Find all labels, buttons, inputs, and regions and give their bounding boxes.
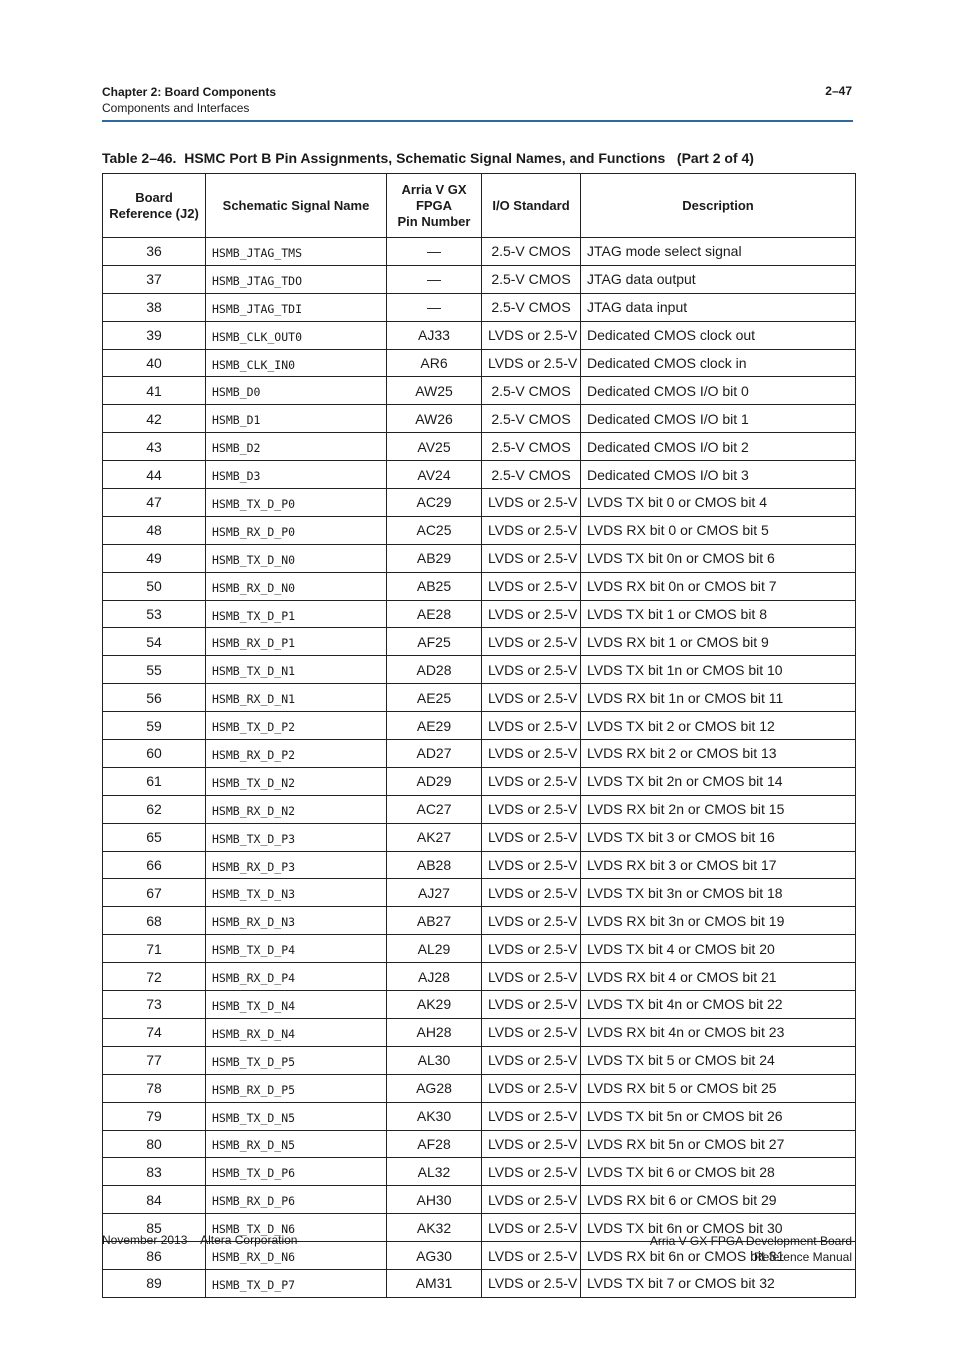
table-body bbox=[103, 238, 856, 1298]
signal-name-cell: HSMB_RX_D_P5 bbox=[206, 1074, 387, 1102]
description-cell: LVDS TX bit 6n or CMOS bit 30 bbox=[581, 1214, 856, 1242]
footer-company: Altera Corporation bbox=[200, 1233, 298, 1247]
signal-name-cell: HSMB_TX_D_N4 bbox=[206, 991, 387, 1019]
signal-name-cell: HSMB_D3 bbox=[206, 461, 387, 489]
description-cell: LVDS RX bit 1 or CMOS bit 9 bbox=[581, 628, 856, 656]
board-reference-cell: 65 bbox=[103, 823, 206, 851]
io-standard-cell: LVDS or 2.5-V bbox=[482, 516, 581, 544]
pin-number-cell: AK30 bbox=[387, 1102, 482, 1130]
description-cell: Dedicated CMOS I/O bit 2 bbox=[581, 433, 856, 461]
col-header-board-reference: Board Reference (J2) bbox=[103, 174, 206, 238]
table-row bbox=[103, 405, 856, 433]
board-reference-cell: 84 bbox=[103, 1186, 206, 1214]
signal-name-cell: HSMB_TX_D_P4 bbox=[206, 935, 387, 963]
pin-number-cell: — bbox=[387, 238, 482, 266]
signal-name-cell: HSMB_TX_D_N5 bbox=[206, 1102, 387, 1130]
io-standard-cell: LVDS or 2.5-V bbox=[482, 963, 581, 991]
signal-name-cell: HSMB_RX_D_N4 bbox=[206, 1018, 387, 1046]
description-cell: JTAG data output bbox=[581, 265, 856, 293]
description-cell: Dedicated CMOS clock in bbox=[581, 349, 856, 377]
description-cell: Dedicated CMOS I/O bit 3 bbox=[581, 461, 856, 489]
pin-number-cell: AE29 bbox=[387, 712, 482, 740]
signal-name-cell: HSMB_TX_D_N1 bbox=[206, 656, 387, 684]
io-standard-cell: LVDS or 2.5-V bbox=[482, 1130, 581, 1158]
io-standard-cell: 2.5-V CMOS bbox=[482, 293, 581, 321]
board-reference-cell: 68 bbox=[103, 907, 206, 935]
io-standard-cell: LVDS or 2.5-V bbox=[482, 349, 581, 377]
board-reference-cell: 61 bbox=[103, 767, 206, 795]
signal-name-cell: HSMB_JTAG_TDO bbox=[206, 265, 387, 293]
board-reference-cell: 83 bbox=[103, 1158, 206, 1186]
signal-name-cell: HSMB_JTAG_TDI bbox=[206, 293, 387, 321]
description-cell: LVDS RX bit 0n or CMOS bit 7 bbox=[581, 572, 856, 600]
col-header-signal-name: Schematic Signal Name bbox=[206, 174, 387, 238]
board-reference-cell: 56 bbox=[103, 684, 206, 712]
board-reference-cell: 59 bbox=[103, 712, 206, 740]
board-reference-cell: 78 bbox=[103, 1074, 206, 1102]
description-cell: LVDS TX bit 3 or CMOS bit 16 bbox=[581, 823, 856, 851]
io-standard-cell: LVDS or 2.5-V bbox=[482, 740, 581, 768]
description-cell: LVDS TX bit 2n or CMOS bit 14 bbox=[581, 767, 856, 795]
footer-date: November 2013 bbox=[102, 1233, 188, 1247]
pin-number-cell: AD27 bbox=[387, 740, 482, 768]
table-row bbox=[103, 1158, 856, 1186]
pin-number-cell: AK32 bbox=[387, 1214, 482, 1242]
col-header-pin-number: Arria V GX FPGA Pin Number bbox=[387, 174, 482, 238]
board-reference-cell: 72 bbox=[103, 963, 206, 991]
signal-name-cell: HSMB_TX_D_P1 bbox=[206, 600, 387, 628]
table-row bbox=[103, 238, 856, 266]
board-reference-cell: 47 bbox=[103, 489, 206, 517]
signal-name-cell: HSMB_RX_D_P2 bbox=[206, 740, 387, 768]
description-cell: LVDS TX bit 7 or CMOS bit 32 bbox=[581, 1269, 856, 1297]
pin-number-cell: AB27 bbox=[387, 907, 482, 935]
description-cell: LVDS TX bit 0 or CMOS bit 4 bbox=[581, 489, 856, 517]
signal-name-cell: HSMB_CLK_IN0 bbox=[206, 349, 387, 377]
board-reference-cell: 38 bbox=[103, 293, 206, 321]
signal-name-cell: HSMB_RX_D_N0 bbox=[206, 572, 387, 600]
pin-number-cell: AJ27 bbox=[387, 879, 482, 907]
pin-number-cell: AE25 bbox=[387, 684, 482, 712]
signal-name-cell: HSMB_TX_D_P7 bbox=[206, 1269, 387, 1297]
description-cell: LVDS TX bit 2 or CMOS bit 12 bbox=[581, 712, 856, 740]
board-reference-cell: 37 bbox=[103, 265, 206, 293]
board-reference-cell: 73 bbox=[103, 991, 206, 1019]
pin-number-cell: AR6 bbox=[387, 349, 482, 377]
table-row bbox=[103, 1074, 856, 1102]
description-cell: LVDS TX bit 5 or CMOS bit 24 bbox=[581, 1046, 856, 1074]
board-reference-cell: 71 bbox=[103, 935, 206, 963]
table-row bbox=[103, 377, 856, 405]
io-standard-cell: 2.5-V CMOS bbox=[482, 238, 581, 266]
table-row bbox=[103, 1018, 856, 1046]
signal-name-cell: HSMB_TX_D_P2 bbox=[206, 712, 387, 740]
io-standard-cell: LVDS or 2.5-V bbox=[482, 823, 581, 851]
pin-number-cell: AF28 bbox=[387, 1130, 482, 1158]
table-row bbox=[103, 991, 856, 1019]
table-row bbox=[103, 544, 856, 572]
section-title: Components and Interfaces bbox=[102, 101, 250, 115]
pin-assignment-table bbox=[102, 173, 856, 1298]
footer-doc-subtitle: Reference Manual bbox=[753, 1250, 852, 1264]
pin-number-cell: AJ33 bbox=[387, 321, 482, 349]
signal-name-cell: HSMB_RX_D_N6 bbox=[206, 1242, 387, 1270]
pin-number-cell: AL30 bbox=[387, 1046, 482, 1074]
page-number: 2–47 bbox=[825, 84, 852, 98]
footer-right bbox=[650, 1233, 852, 1265]
signal-name-cell: HSMB_RX_D_P4 bbox=[206, 963, 387, 991]
signal-name-cell: HSMB_RX_D_P6 bbox=[206, 1186, 387, 1214]
table-row bbox=[103, 265, 856, 293]
pin-number-cell: AL32 bbox=[387, 1158, 482, 1186]
board-reference-cell: 40 bbox=[103, 349, 206, 377]
description-cell: Dedicated CMOS clock out bbox=[581, 321, 856, 349]
table-row bbox=[103, 935, 856, 963]
signal-name-cell: HSMB_RX_D_N2 bbox=[206, 795, 387, 823]
description-cell: JTAG data input bbox=[581, 293, 856, 321]
table-row bbox=[103, 321, 856, 349]
description-cell: LVDS TX bit 1 or CMOS bit 8 bbox=[581, 600, 856, 628]
board-reference-cell: 66 bbox=[103, 851, 206, 879]
footer-left bbox=[102, 1233, 297, 1247]
board-reference-cell: 74 bbox=[103, 1018, 206, 1046]
board-reference-cell: 48 bbox=[103, 516, 206, 544]
io-standard-cell: LVDS or 2.5-V bbox=[482, 628, 581, 656]
signal-name-cell: HSMB_TX_D_N6 bbox=[206, 1214, 387, 1242]
description-cell: Dedicated CMOS I/O bit 0 bbox=[581, 377, 856, 405]
signal-name-cell: HSMB_CLK_OUT0 bbox=[206, 321, 387, 349]
board-reference-cell: 80 bbox=[103, 1130, 206, 1158]
board-reference-cell: 86 bbox=[103, 1242, 206, 1270]
board-reference-cell: 36 bbox=[103, 238, 206, 266]
io-standard-cell: LVDS or 2.5-V bbox=[482, 1102, 581, 1130]
signal-name-cell: HSMB_RX_D_P0 bbox=[206, 516, 387, 544]
signal-name-cell: HSMB_RX_D_P1 bbox=[206, 628, 387, 656]
description-cell: LVDS RX bit 5n or CMOS bit 27 bbox=[581, 1130, 856, 1158]
table-row bbox=[103, 879, 856, 907]
signal-name-cell: HSMB_JTAG_TMS bbox=[206, 238, 387, 266]
description-cell: LVDS RX bit 4n or CMOS bit 23 bbox=[581, 1018, 856, 1046]
signal-name-cell: HSMB_TX_D_N0 bbox=[206, 544, 387, 572]
io-standard-cell: LVDS or 2.5-V bbox=[482, 1242, 581, 1270]
io-standard-cell: LVDS or 2.5-V bbox=[482, 907, 581, 935]
table-row bbox=[103, 823, 856, 851]
pin-number-cell: AK27 bbox=[387, 823, 482, 851]
table-row bbox=[103, 684, 856, 712]
io-standard-cell: LVDS or 2.5-V bbox=[482, 1269, 581, 1297]
table-row bbox=[103, 349, 856, 377]
signal-name-cell: HSMB_D2 bbox=[206, 433, 387, 461]
signal-name-cell: HSMB_RX_D_N5 bbox=[206, 1130, 387, 1158]
pin-number-cell: AL29 bbox=[387, 935, 482, 963]
table-header-row bbox=[103, 174, 856, 238]
io-standard-cell: 2.5-V CMOS bbox=[482, 405, 581, 433]
description-cell: LVDS TX bit 5n or CMOS bit 26 bbox=[581, 1102, 856, 1130]
pin-number-cell: — bbox=[387, 293, 482, 321]
table-row bbox=[103, 628, 856, 656]
description-cell: LVDS RX bit 2 or CMOS bit 13 bbox=[581, 740, 856, 768]
table-row bbox=[103, 600, 856, 628]
header-rule bbox=[102, 120, 853, 122]
signal-name-cell: HSMB_TX_D_N3 bbox=[206, 879, 387, 907]
signal-name-cell: HSMB_RX_D_P3 bbox=[206, 851, 387, 879]
description-cell: LVDS TX bit 1n or CMOS bit 10 bbox=[581, 656, 856, 684]
board-reference-cell: 89 bbox=[103, 1269, 206, 1297]
io-standard-cell: LVDS or 2.5-V bbox=[482, 684, 581, 712]
description-cell: LVDS RX bit 6n or CMOS bit 31 bbox=[581, 1242, 856, 1270]
table-row bbox=[103, 1102, 856, 1130]
io-standard-cell: LVDS or 2.5-V bbox=[482, 767, 581, 795]
board-reference-cell: 85 bbox=[103, 1214, 206, 1242]
board-reference-cell: 54 bbox=[103, 628, 206, 656]
pin-number-cell: — bbox=[387, 265, 482, 293]
table-row bbox=[103, 489, 856, 517]
description-cell: LVDS TX bit 6 or CMOS bit 28 bbox=[581, 1158, 856, 1186]
description-cell: LVDS RX bit 2n or CMOS bit 15 bbox=[581, 795, 856, 823]
pin-number-cell: AB28 bbox=[387, 851, 482, 879]
io-standard-cell: LVDS or 2.5-V bbox=[482, 879, 581, 907]
board-reference-cell: 62 bbox=[103, 795, 206, 823]
board-reference-cell: 55 bbox=[103, 656, 206, 684]
description-cell: LVDS RX bit 0 or CMOS bit 5 bbox=[581, 516, 856, 544]
board-reference-cell: 42 bbox=[103, 405, 206, 433]
table-row bbox=[103, 1130, 856, 1158]
description-cell: JTAG mode select signal bbox=[581, 238, 856, 266]
io-standard-cell: LVDS or 2.5-V bbox=[482, 1186, 581, 1214]
pin-number-cell: AD28 bbox=[387, 656, 482, 684]
io-standard-cell: LVDS or 2.5-V bbox=[482, 1018, 581, 1046]
chapter-title: Chapter 2: Board Components bbox=[102, 85, 277, 99]
board-reference-cell: 49 bbox=[103, 544, 206, 572]
signal-name-cell: HSMB_TX_D_P3 bbox=[206, 823, 387, 851]
io-standard-cell: 2.5-V CMOS bbox=[482, 265, 581, 293]
table-row bbox=[103, 851, 856, 879]
signal-name-cell: HSMB_TX_D_P0 bbox=[206, 489, 387, 517]
board-reference-cell: 50 bbox=[103, 572, 206, 600]
pin-number-cell: AD29 bbox=[387, 767, 482, 795]
pin-number-cell: AB29 bbox=[387, 544, 482, 572]
io-standard-cell: LVDS or 2.5-V bbox=[482, 572, 581, 600]
io-standard-cell: LVDS or 2.5-V bbox=[482, 712, 581, 740]
description-cell: LVDS RX bit 6 or CMOS bit 29 bbox=[581, 1186, 856, 1214]
table-row bbox=[103, 461, 856, 489]
pin-number-cell: AG30 bbox=[387, 1242, 482, 1270]
signal-name-cell: HSMB_RX_D_N1 bbox=[206, 684, 387, 712]
col-header-description: Description bbox=[581, 174, 856, 238]
signal-name-cell: HSMB_D0 bbox=[206, 377, 387, 405]
io-standard-cell: LVDS or 2.5-V bbox=[482, 1214, 581, 1242]
pin-number-cell: AF25 bbox=[387, 628, 482, 656]
board-reference-cell: 44 bbox=[103, 461, 206, 489]
pin-number-cell: AC29 bbox=[387, 489, 482, 517]
io-standard-cell: LVDS or 2.5-V bbox=[482, 544, 581, 572]
io-standard-cell: LVDS or 2.5-V bbox=[482, 600, 581, 628]
board-reference-cell: 39 bbox=[103, 321, 206, 349]
table-row bbox=[103, 433, 856, 461]
io-standard-cell: LVDS or 2.5-V bbox=[482, 935, 581, 963]
io-standard-cell: LVDS or 2.5-V bbox=[482, 1158, 581, 1186]
running-header bbox=[102, 84, 276, 116]
table-row bbox=[103, 963, 856, 991]
description-cell: LVDS TX bit 4 or CMOS bit 20 bbox=[581, 935, 856, 963]
table-row bbox=[103, 712, 856, 740]
board-reference-cell: 77 bbox=[103, 1046, 206, 1074]
pin-number-cell: AC25 bbox=[387, 516, 482, 544]
pin-number-cell: AB25 bbox=[387, 572, 482, 600]
table-row bbox=[103, 656, 856, 684]
io-standard-cell: LVDS or 2.5-V bbox=[482, 795, 581, 823]
io-standard-cell: LVDS or 2.5-V bbox=[482, 656, 581, 684]
board-reference-cell: 67 bbox=[103, 879, 206, 907]
signal-name-cell: HSMB_D1 bbox=[206, 405, 387, 433]
pin-number-cell: AH28 bbox=[387, 1018, 482, 1046]
col-header-io-standard: I/O Standard bbox=[482, 174, 581, 238]
table-row bbox=[103, 795, 856, 823]
board-reference-cell: 60 bbox=[103, 740, 206, 768]
table-row bbox=[103, 1269, 856, 1297]
board-reference-cell: 43 bbox=[103, 433, 206, 461]
description-cell: LVDS TX bit 3n or CMOS bit 18 bbox=[581, 879, 856, 907]
pin-number-cell: AH30 bbox=[387, 1186, 482, 1214]
board-reference-cell: 53 bbox=[103, 600, 206, 628]
description-cell: LVDS RX bit 3n or CMOS bit 19 bbox=[581, 907, 856, 935]
io-standard-cell: LVDS or 2.5-V bbox=[482, 489, 581, 517]
description-cell: LVDS TX bit 4n or CMOS bit 22 bbox=[581, 991, 856, 1019]
signal-name-cell: HSMB_TX_D_N2 bbox=[206, 767, 387, 795]
pin-number-cell: AE28 bbox=[387, 600, 482, 628]
io-standard-cell: 2.5-V CMOS bbox=[482, 377, 581, 405]
pin-number-cell: AJ28 bbox=[387, 963, 482, 991]
description-cell: LVDS RX bit 3 or CMOS bit 17 bbox=[581, 851, 856, 879]
description-cell: LVDS RX bit 5 or CMOS bit 25 bbox=[581, 1074, 856, 1102]
io-standard-cell: LVDS or 2.5-V bbox=[482, 321, 581, 349]
io-standard-cell: LVDS or 2.5-V bbox=[482, 851, 581, 879]
pin-number-cell: AC27 bbox=[387, 795, 482, 823]
board-reference-cell: 41 bbox=[103, 377, 206, 405]
pin-number-cell: AW26 bbox=[387, 405, 482, 433]
io-standard-cell: LVDS or 2.5-V bbox=[482, 991, 581, 1019]
description-cell: LVDS TX bit 0n or CMOS bit 6 bbox=[581, 544, 856, 572]
board-reference-cell: 79 bbox=[103, 1102, 206, 1130]
pin-number-cell: AW25 bbox=[387, 377, 482, 405]
table-title: Table 2–46. HSMC Port B Pin Assignments, Schematic Signal Names, and Functions (Part 2 of 4) bbox=[102, 150, 754, 166]
description-cell: LVDS RX bit 1n or CMOS bit 11 bbox=[581, 684, 856, 712]
io-standard-cell: LVDS or 2.5-V bbox=[482, 1046, 581, 1074]
pin-number-cell: AM31 bbox=[387, 1269, 482, 1297]
table-row bbox=[103, 1046, 856, 1074]
footer-doc-title: Arria V GX FPGA Development Board bbox=[649, 1234, 852, 1248]
table-row bbox=[103, 907, 856, 935]
table-row bbox=[103, 572, 856, 600]
table-row bbox=[103, 293, 856, 321]
description-cell: Dedicated CMOS I/O bit 1 bbox=[581, 405, 856, 433]
signal-name-cell: HSMB_TX_D_P5 bbox=[206, 1046, 387, 1074]
io-standard-cell: LVDS or 2.5-V bbox=[482, 1074, 581, 1102]
pin-number-cell: AG28 bbox=[387, 1074, 482, 1102]
table-row bbox=[103, 740, 856, 768]
io-standard-cell: 2.5-V CMOS bbox=[482, 461, 581, 489]
table-row bbox=[103, 516, 856, 544]
signal-name-cell: HSMB_TX_D_P6 bbox=[206, 1158, 387, 1186]
pin-number-cell: AV25 bbox=[387, 433, 482, 461]
table-row bbox=[103, 767, 856, 795]
signal-name-cell: HSMB_RX_D_N3 bbox=[206, 907, 387, 935]
io-standard-cell: 2.5-V CMOS bbox=[482, 433, 581, 461]
pin-number-cell: AV24 bbox=[387, 461, 482, 489]
description-cell: LVDS RX bit 4 or CMOS bit 21 bbox=[581, 963, 856, 991]
table-row bbox=[103, 1186, 856, 1214]
pin-number-cell: AK29 bbox=[387, 991, 482, 1019]
